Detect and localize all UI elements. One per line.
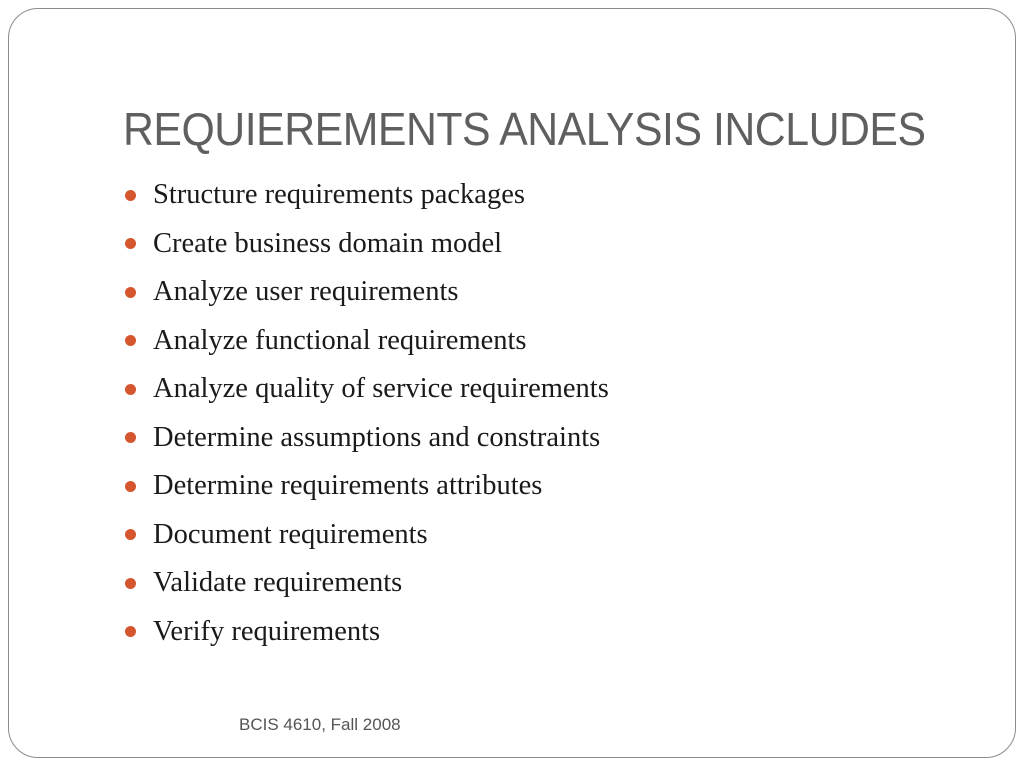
bullet-text: Document requirements — [153, 518, 428, 550]
bullet-dot-icon — [125, 335, 136, 346]
list-item — [125, 511, 609, 560]
list-item — [125, 171, 609, 220]
bullet-text: Create business domain model — [153, 227, 503, 259]
bullet-dot-icon — [125, 190, 136, 201]
list-item — [125, 608, 609, 657]
bullet-text: Verify requirements — [153, 615, 381, 647]
bullet-text: Analyze functional requirements — [153, 324, 527, 356]
list-item — [125, 220, 609, 269]
list-item — [125, 559, 609, 608]
list-item — [125, 414, 609, 463]
bullet-dot-icon — [125, 384, 136, 395]
bullet-dot-icon — [125, 287, 136, 298]
bullet-dot-icon — [125, 238, 136, 249]
list-item — [125, 317, 609, 366]
bullet-dot-icon — [125, 529, 136, 540]
bullet-text: Validate requirements — [153, 567, 403, 599]
bullet-list — [125, 171, 609, 656]
bullet-text: Analyze user requirements — [153, 276, 459, 308]
slide-frame — [8, 8, 1016, 758]
slide-footer: BCIS 4610, Fall 2008 — [239, 715, 401, 734]
bullet-dot-icon — [125, 626, 136, 637]
slide-title: REQUIEREMENTS ANALYSIS INCLUDES — [123, 103, 926, 155]
bullet-text: Determine assumptions and constraints — [153, 421, 601, 453]
list-item — [125, 268, 609, 317]
bullet-text: Analyze quality of service requirements — [153, 373, 609, 405]
bullet-dot-icon — [125, 578, 136, 589]
list-item — [125, 365, 609, 414]
bullet-text: Determine requirements attributes — [153, 470, 543, 502]
list-item — [125, 462, 609, 511]
bullet-text: Structure requirements packages — [153, 179, 525, 211]
bullet-dot-icon — [125, 432, 136, 443]
bullet-dot-icon — [125, 481, 136, 492]
